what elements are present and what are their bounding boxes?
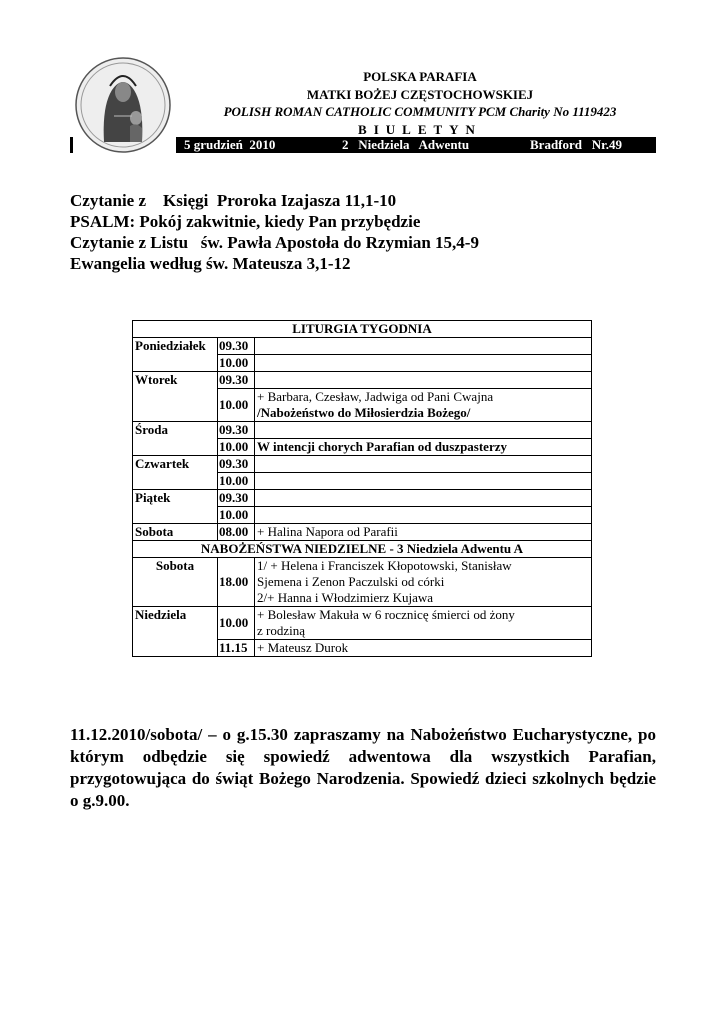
bulletin-number: Bradford Nr.49 [530,137,622,152]
day-cell: Środa [133,422,218,456]
intention-text: z rodziną [257,623,306,638]
time-cell: 09.30 [218,456,255,473]
day-cell: Piątek [133,490,218,524]
bulletin-title: BIULETYN [358,121,482,137]
reading-psalm: PSALM: Pokój zakwitnie, kiedy Pan przybędzie [70,212,421,231]
readings-list [70,190,479,274]
intention-cell [255,473,592,490]
intention-cell: + Mateusz Durok [255,640,592,657]
header-info-bar [176,137,656,153]
parish-name: POLSKA PARAFIA [363,69,477,84]
intention-cell [255,456,592,473]
intention-text: Sjemena i Zenon Paczulski od córki [257,574,445,589]
intention-cell [255,372,592,389]
time-cell: 10.00 [218,439,255,456]
time-cell: 10.00 [218,473,255,490]
table-row [133,422,592,439]
parish-dedication: MATKI BOŻEJ CZĘSTOCHOWSKIEJ [306,86,534,102]
intention-cell [255,507,592,524]
time-cell: 09.30 [218,422,255,439]
intention-text: 1/ + Helena i Franciszek Kłopotowski, Stanisław [257,558,512,573]
table-row [133,338,592,355]
bulletin-sunday: 2 Niedziela Adwentu [342,137,470,152]
intention-text: + Barbara, Czesław, Jadwiga od Pani Cwajna [257,389,494,404]
table-row [133,541,592,558]
table-row [133,607,592,640]
table-row [133,456,592,473]
madonna-icon [74,56,172,154]
time-cell: 10.00 [218,355,255,372]
table-row [133,558,592,607]
parish-header [184,68,656,138]
day-cell: Czwartek [133,456,218,490]
reading-first: Czytanie z Księgi Proroka Izajasza 11,1-10 [70,191,397,210]
table-row [133,372,592,389]
liturgy-title: LITURGIA TYGODNIA [133,321,592,338]
time-cell: 10.00 [218,507,255,524]
parish-english-name: POLISH ROMAN CATHOLIC COMMUNITY PCM Charity No 1119423 [223,104,617,119]
day-cell: Wtorek [133,372,218,422]
intention-cell [255,422,592,439]
intention-cell [255,355,592,372]
liturgy-table [132,320,592,657]
intention-text: /Nabożeństwo do Miłosierdzia Bożego/ [257,405,471,420]
time-cell: 09.30 [218,372,255,389]
intention-cell [255,490,592,507]
table-row [133,490,592,507]
intention-text: + Bolesław Makuła w 6 rocznicę śmierci od żony [257,607,515,622]
intention-cell [255,338,592,355]
day-cell: Sobota [133,524,218,541]
table-row [133,321,592,338]
reading-gospel: Ewangelia według św. Mateusza 3,1-12 [70,254,351,273]
table-row [133,524,592,541]
day-cell: Poniedziałek [133,338,218,372]
intention-cell: + Halina Napora od Parafii [255,524,592,541]
intention-text: 2/+ Hanna i Włodzimierz Kujawa [257,590,434,605]
intention-cell: W intencji chorych Parafian od duszpasterzy [255,439,592,456]
time-cell: 18.00 [218,558,255,607]
time-cell: 10.00 [218,389,255,422]
bulletin-date: 5 grudzień 2010 [184,137,276,152]
day-cell: Sobota [133,558,218,607]
header-left-mark [70,137,73,153]
reading-second: Czytanie z Listu św. Pawła Apostoła do Rzymian 15,4-9 [70,233,479,252]
intention-cell [255,389,592,422]
time-cell: 09.30 [218,338,255,355]
sunday-services-title: NABOŻEŃSTWA NIEDZIELNE - 3 Niedziela Adwentu A [133,541,592,558]
time-cell: 08.00 [218,524,255,541]
day-cell: Niedziela [133,607,218,657]
confession-notice: 11.12.2010/sobota/ – o g.15.30 zapraszamy na Nabożeństwo Eucharystyczne, po którym odbędzie się spowiedź adwentowa dla wszystkich Parafian, przygotowująca do świąt Bożego Narodzenia. Spowiedź dzieci szkolnych będzie o g.9.00. [70,725,656,810]
time-cell: 11.15 [218,640,255,657]
time-cell: 09.30 [218,490,255,507]
intention-cell [255,607,592,640]
time-cell: 10.00 [218,607,255,640]
intention-cell [255,558,592,607]
